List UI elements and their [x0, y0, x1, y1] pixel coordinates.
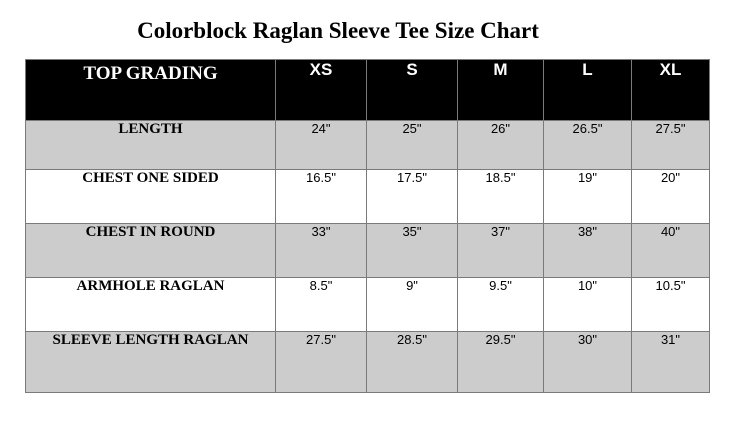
table-row: [26, 224, 710, 278]
cell-value: 20": [632, 170, 710, 224]
cell-value: 27.5": [276, 332, 367, 393]
cell-value: 26": [458, 121, 544, 170]
cell-value: 33": [276, 224, 367, 278]
cell-value: 37": [458, 224, 544, 278]
cell-value: 18.5": [458, 170, 544, 224]
cell-value: 9": [367, 278, 458, 332]
row-label: LENGTH: [26, 121, 276, 170]
header-size-xs: XS: [276, 60, 367, 121]
cell-value: 27.5": [632, 121, 710, 170]
cell-value: 28.5": [367, 332, 458, 393]
header-label: TOP GRADING: [26, 60, 276, 121]
table-row: [26, 121, 710, 170]
cell-value: 30": [544, 332, 632, 393]
cell-value: 9.5": [458, 278, 544, 332]
cell-value: 10.5": [632, 278, 710, 332]
cell-value: 8.5": [276, 278, 367, 332]
cell-value: 10": [544, 278, 632, 332]
table-row: [26, 278, 710, 332]
header-size-s: S: [367, 60, 458, 121]
cell-value: 24": [276, 121, 367, 170]
cell-value: 31": [632, 332, 710, 393]
cell-value: 17.5": [367, 170, 458, 224]
row-label: ARMHOLE RAGLAN: [26, 278, 276, 332]
row-label: CHEST ONE SIDED: [26, 170, 276, 224]
cell-value: 29.5": [458, 332, 544, 393]
header-size-l: L: [544, 60, 632, 121]
cell-value: 38": [544, 224, 632, 278]
header-size-xl: XL: [632, 60, 710, 121]
chart-title: Colorblock Raglan Sleeve Tee Size Chart: [137, 18, 539, 43]
row-label: CHEST IN ROUND: [26, 224, 276, 278]
cell-value: 35": [367, 224, 458, 278]
cell-value: 40": [632, 224, 710, 278]
table-row: [26, 170, 710, 224]
cell-value: 26.5": [544, 121, 632, 170]
header-size-m: M: [458, 60, 544, 121]
size-chart-table: [25, 59, 710, 393]
table-row: [26, 332, 710, 393]
cell-value: 16.5": [276, 170, 367, 224]
row-label: SLEEVE LENGTH RAGLAN: [26, 332, 276, 393]
cell-value: 25": [367, 121, 458, 170]
header-row: [26, 60, 710, 121]
cell-value: 19": [544, 170, 632, 224]
